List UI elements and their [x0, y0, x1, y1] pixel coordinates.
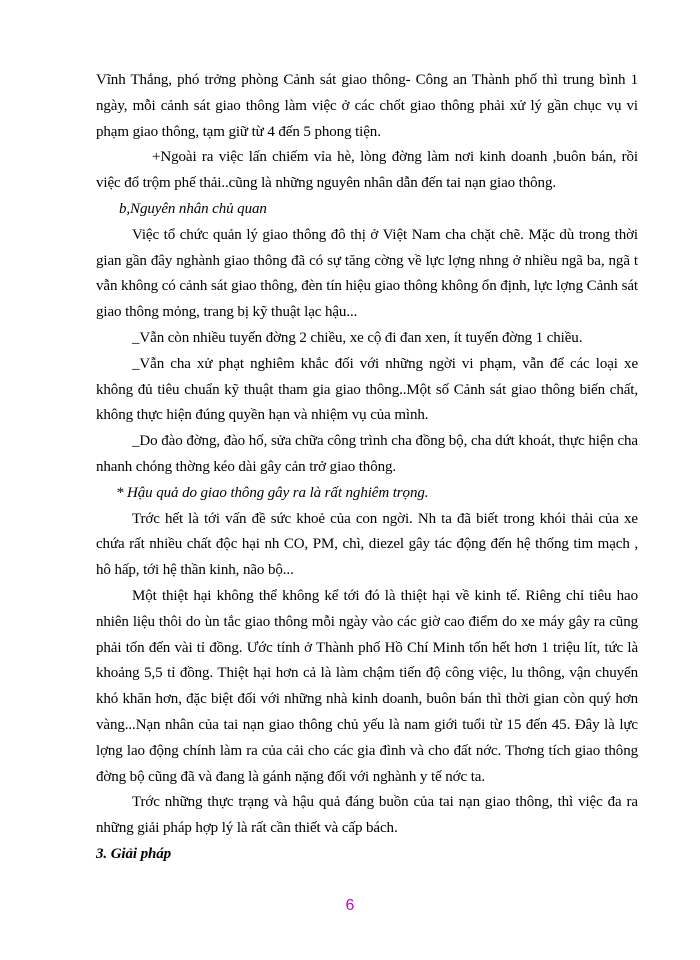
page-number: 6 [345, 897, 355, 914]
paragraph-traffic-management: Việc tổ chức quản lý giao thông đô thị ở Việt Nam cha chặt chẽ. Mặc dù trong thời gian gần đây nghành giao thông đã có sự tăng cờng về lực lợng nhng ở nhiều ngã ba, ngã t vẫn không có cảnh sát giao thông, đèn tín hiệu giao thông không ổn định, lực lợng Cảnh sát giao thông mỏng, trang bị kỹ thuật lạc hậu... [96, 226, 638, 321]
heading-consequences: * Hậu quả do giao thông gây ra là rất nghiêm trọng. [116, 484, 429, 501]
paragraph-conclusion: Trớc những thực trạng và hậu quả đáng buồn của tai nạn giao thông, thì việc đa ra những giải pháp hợp lý là rất cần thiết và cấp bách. [96, 794, 638, 837]
paragraph-penalties: _Vẫn cha xử phạt nghiêm khắc đối với những ngời vi phạm, vẫn để các loại xe không đủ tiêu chuẩn kỹ thuật tham gia giao thông..Một số Cảnh sát giao thông biến chất, không thực hiện đúng quyền hạn và nhiệm vụ của mình. [96, 355, 638, 424]
document-body [96, 68, 638, 868]
paragraph-economic-impact: Một thiệt hại không thể không kể tới đó là thiệt hại về kinh tế. Riêng chỉ tiêu hao nhiên liệu thôi do ùn tắc giao thông mỗi ngày vào các giờ cao điểm do xe máy gây ra cũng phải tốn đến vài tỉ đồng. Ước tính ở Thành phố Hồ Chí Minh tốn hết hơn 1 triệu lít, tức là khoảng 5,5 tỉ đồng. Thiệt hại hơn cả là làm chậm tiến độ công việc, lu thông, vận chuyển khó khăn hơn, đặc biệt đối với những nhà kinh doanh, buôn bán thì thời gian còn quý hơn vàng...Nạn nhân của tai nạn giao thông chủ yếu là nam giới tuổi từ 15 đến 45. Đây là lực lợng lao động chính làm ra của cải cho các gia đình và cho đất nớc. Thơng tích giao thông đờng bộ cũng đã và đang là gánh nặng đối với nghành y tế nớc ta. [96, 587, 638, 785]
paragraph-police-stats: Vĩnh Thắng, phó trởng phòng Cảnh sát giao thông- Công an Thành phố thì trung bình 1 ngày, mỗi cảnh sát giao thông làm việc ở các chốt giao thông phải xử lý gần chục vụ vi phạm giao thông, tạm giữ từ 4 đến 5 phong tiện. [96, 72, 638, 140]
heading-solutions: 3. Giải pháp [96, 845, 172, 862]
paragraph-sidewalk-encroachment: +Ngoài ra việc lấn chiếm vỉa hè, lòng đờng làm nơi kinh doanh ,buôn bán, rồi việc đổ trộm phế thải..cũng là những nguyên nhân dẫn đến tai nạn giao thông. [96, 149, 638, 192]
paragraph-health-impact: Trớc hết là tới vấn đề sức khoẻ của con ngời. Nh ta đã biết trong khói thải của xe chứa rất nhiều chất độc hại nh CO, PM, chì, diezel gây tác động đến hệ thống tim mạch , hô hấp, tới hệ thần kinh, não bộ... [96, 510, 638, 579]
paragraph-two-way-roads: _Vẫn còn nhiều tuyến đờng 2 chiều, xe cộ đi đan xen, ít tuyến đờng 1 chiều. [132, 329, 583, 346]
paragraph-road-works: _Do đào đờng, đào hố, sửa chữa công trình cha đồng bộ, cha dứt khoát, thực hiện cha nhanh chóng thờng kéo dài gây cản trở giao thông. [96, 433, 638, 475]
heading-subjective-causes: b,Nguyên nhân chủ quan [119, 200, 267, 217]
